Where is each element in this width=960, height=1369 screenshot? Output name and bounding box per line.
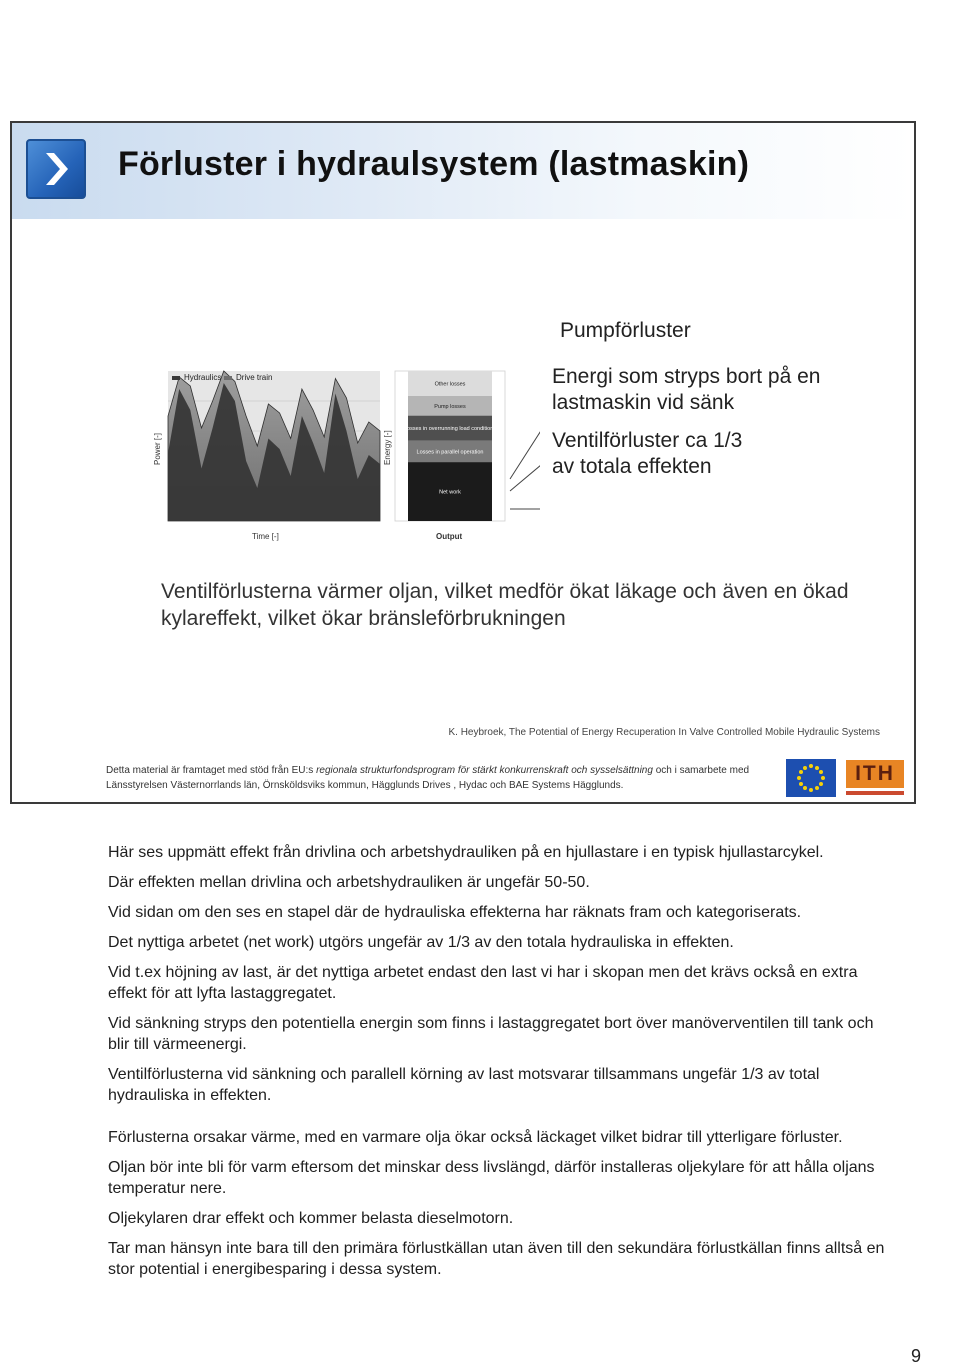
slide-title: Förluster i hydraulsystem (lastmaskin) <box>118 145 750 183</box>
bar-segment-label: Pump losses <box>434 403 466 410</box>
legend-drive-train-swatch <box>224 376 232 380</box>
note-paragraph: Tar man hänsyn inte bara till den primära förlustkällan utan även till den sekundära förlustkällan finns alltså en stor potential i energibesparing i dessa system. <box>108 1240 885 1278</box>
callout-energy-throttled <box>552 364 902 416</box>
callout-valve-line: av totala effekten <box>552 455 712 478</box>
bar-segment-label: Losses in overrunning load conditions <box>403 426 497 433</box>
ith-logo-underline <box>846 791 904 795</box>
eu-star-icon <box>799 770 803 774</box>
funding-prefix: Detta material är framtaget med stöd från EU:s <box>106 765 314 776</box>
callout-valve-losses <box>552 428 902 480</box>
slide-chart <box>140 361 540 561</box>
eu-star-icon <box>819 770 823 774</box>
funding-note <box>106 763 786 793</box>
eu-star-icon <box>815 766 819 770</box>
callout-pump-losses: Pumpförluster <box>560 319 691 342</box>
note-paragraph: Här ses uppmätt effekt från drivlina och arbetshydrauliken på en hjullastare i en typisk hjullastarcykel. <box>108 844 824 861</box>
note-paragraph: Vid sidan om den ses en stapel där de hydrauliska effekterna har räknats fram och kategoriserats. <box>108 904 802 921</box>
funding-italic: regionala strukturfondsprogram för stärkt konkurrenskraft och sysselsättning <box>316 765 653 776</box>
bar-x-axis-label: Output <box>436 532 463 541</box>
note-paragraph: Det nyttiga arbetet (net work) utgörs ungefär av 1/3 av den totala hydrauliska in effekten. <box>108 934 734 951</box>
slide-body-note: Ventilförlusterna värmer oljan, vilket medför ökat läkage och även en ökad kylareffekt, vilket ökar bränsleförbrukningen <box>161 580 849 630</box>
note-paragraph: Där effekten mellan drivlina och arbetshydrauliken är ungefär 50-50. <box>108 874 590 891</box>
legend-hydraulics: Hydraulics <box>184 373 222 382</box>
eu-star-icon <box>797 776 801 780</box>
slide-reference: K. Heybroek, The Potential of Energy Recuperation In Valve Controlled Mobile Hydraulic Systems <box>448 727 880 738</box>
slide-header <box>12 123 914 219</box>
speaker-notes <box>108 842 898 1289</box>
bar-segment-label: Other losses <box>434 381 466 388</box>
note-paragraph: Ventilförlusterna vid sänkning och parallell körning av last motsvarar tillsammans ungefär 1/3 av total hydrauliska in effekten. <box>108 1066 820 1104</box>
pointer-line-pump <box>510 401 540 479</box>
area-x-axis-label: Time [-] <box>252 532 279 541</box>
eu-star-icon <box>819 782 823 786</box>
callout-valve-line: Ventilförluster ca 1/3 <box>552 429 743 452</box>
chevron-logo-icon <box>26 139 86 199</box>
note-paragraph: Vid sänkning stryps den potentiella energin som finns i lastaggregatet bort över manöverventilen till tank och blir till värmeenergi. <box>108 1015 874 1053</box>
bar-segment-label: Net work <box>439 489 461 496</box>
callout-energy-line: lastmaskin vid sänk <box>552 391 735 414</box>
eu-star-icon <box>815 786 819 790</box>
legend-hydraulics-swatch <box>172 376 180 380</box>
presentation-slide <box>10 121 916 804</box>
eu-star-icon <box>821 776 825 780</box>
eu-star-icon <box>809 764 813 768</box>
bar-segment-label: Losses in parallel operation <box>416 449 484 456</box>
callout-energy-line: Energi som stryps bort på en <box>552 365 821 388</box>
note-paragraph: Oljekylaren drar effekt och kommer belasta dieselmotorn. <box>108 1210 514 1227</box>
stacked-bar <box>404 371 496 521</box>
area-y-axis-label: Power [-] <box>153 432 162 465</box>
eu-star-icon <box>803 786 807 790</box>
page-number: 9 <box>911 1346 922 1366</box>
eu-star-icon <box>803 766 807 770</box>
funding-suffix: och i samarbete med Länsstyrelsen Västernorrlands län, Örnsköldsviks kommun, Hägglunds Drives , Hydac och BAE Systems Hägglunds. <box>106 765 750 791</box>
ith-logo <box>846 760 906 798</box>
note-paragraph: Oljan bör inte bli för varm eftersom det minskar dess livslängd, därför installeras oljekylare för att hålla oljans temperatur nere. <box>108 1159 875 1197</box>
note-paragraph: Vid t.ex höjning av last, är det nyttiga arbetet endast den last vi har i skopan men det krävs också en extra effekt för att lyfta lastaggregatet. <box>108 964 858 1002</box>
ith-logo-text: ITH <box>846 760 904 788</box>
callouts <box>552 318 902 492</box>
eu-star-icon <box>809 788 813 792</box>
legend-drive-train: Drive train <box>236 373 273 382</box>
eu-star-icon <box>799 782 803 786</box>
note-paragraph: Förlusterna orsakar värme, med en varmare olja ökar också läckaget vilket bidrar till ytterligare förluster. <box>108 1129 843 1146</box>
bar-y-axis-label: Energy [-] <box>383 430 392 465</box>
eu-flag-icon <box>786 759 836 797</box>
